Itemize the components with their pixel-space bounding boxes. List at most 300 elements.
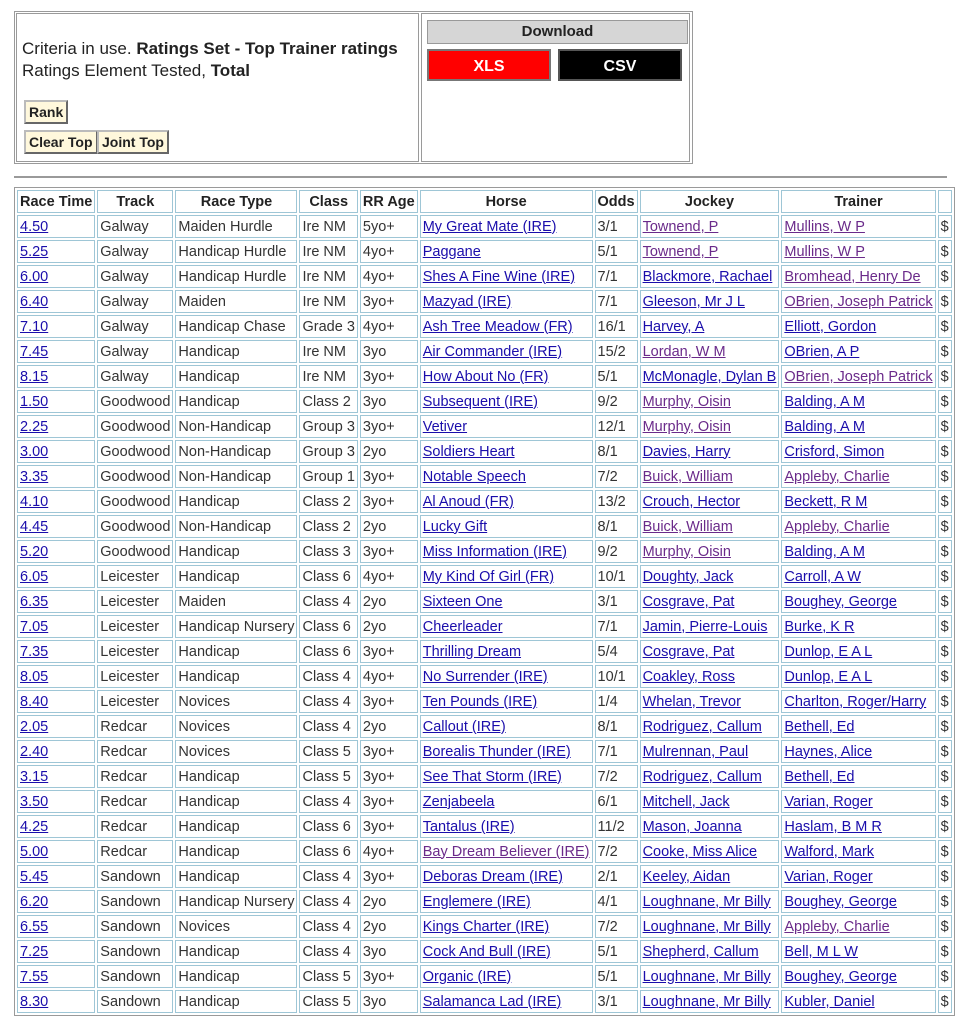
cell-track: Goodwood: [97, 440, 173, 463]
cell-jockey: [640, 440, 780, 463]
cell-jockey: [640, 940, 780, 963]
cell-horse: [420, 940, 593, 963]
horse-link[interactable]: Organic (IRE): [422, 968, 512, 985]
jockey-link[interactable]: Mulrennan, Paul: [642, 743, 749, 760]
horse-link[interactable]: My Kind Of Girl (FR): [422, 568, 555, 585]
trainer-link[interactable]: OBrien, A P: [784, 343, 860, 360]
trainer-link[interactable]: Bromhead, Henry De: [784, 268, 921, 285]
cell-race-time: [17, 415, 95, 438]
race-time-link[interactable]: 4.25: [20, 818, 49, 835]
race-time-link[interactable]: 6.55: [20, 918, 49, 935]
cell-horse: [420, 215, 593, 238]
horse-link[interactable]: Zenjabeela: [422, 793, 495, 810]
cell-rr-age: 5yo+: [360, 215, 418, 238]
cell-track: Leicester: [97, 615, 173, 638]
cell-trainer: [781, 615, 935, 638]
cell-track: Leicester: [97, 640, 173, 663]
table-row: [17, 665, 952, 688]
horse-link[interactable]: Al Anoud (FR): [422, 493, 514, 510]
race-time-link[interactable]: 6.00: [20, 268, 49, 285]
download-box: [421, 13, 690, 162]
cell-trainer: [781, 490, 935, 513]
table-row: [17, 615, 952, 638]
cell-rr-age: 3yo+: [360, 765, 418, 788]
race-time-link[interactable]: 3.50: [20, 793, 49, 810]
horse-link[interactable]: Ten Pounds (IRE): [422, 693, 538, 710]
cell-trainer: [781, 465, 935, 488]
jockey-link[interactable]: Coakley, Ross: [642, 668, 735, 685]
cell-odds: 10/1: [595, 665, 638, 688]
column-header-track: Track: [97, 190, 173, 213]
table-row: [17, 240, 952, 263]
trainer-link[interactable]: OBrien, Joseph Patrick: [784, 368, 933, 385]
trainer-link[interactable]: Charlton, Roger/Harry: [784, 693, 927, 710]
trainer-link[interactable]: Haynes, Alice: [784, 743, 873, 760]
race-time-link[interactable]: 8.15: [20, 368, 49, 385]
table-row: [17, 940, 952, 963]
cell-rr-age: 2yo: [360, 590, 418, 613]
race-time-link[interactable]: 1.50: [20, 393, 49, 410]
cell-race-time: [17, 265, 95, 288]
clear-top-button[interactable]: Clear Top: [24, 130, 98, 154]
cell-horse: [420, 615, 593, 638]
table-header-row: [17, 190, 952, 213]
cell-odds: 5/1: [595, 240, 638, 263]
jockey-link[interactable]: Loughnane, Mr Billy: [642, 893, 771, 910]
cell-odds: 7/1: [595, 290, 638, 313]
cell-jockey: [640, 815, 780, 838]
cell-class: Class 4: [299, 940, 357, 963]
cell-extra: $: [938, 465, 952, 488]
cell-race-type: Non-Handicap: [175, 415, 297, 438]
cell-race-type: Handicap: [175, 565, 297, 588]
cell-extra: $: [938, 515, 952, 538]
cell-race-time: [17, 690, 95, 713]
horse-link[interactable]: Vetiver: [422, 418, 468, 435]
table-row: [17, 515, 952, 538]
cell-race-type: Handicap: [175, 815, 297, 838]
cell-track: Goodwood: [97, 415, 173, 438]
horse-link[interactable]: Miss Information (IRE): [422, 543, 567, 560]
cell-track: Leicester: [97, 665, 173, 688]
cell-jockey: [640, 715, 780, 738]
table-row: [17, 690, 952, 713]
cell-extra: $: [938, 415, 952, 438]
cell-track: Sandown: [97, 965, 173, 988]
horse-link[interactable]: See That Storm (IRE): [422, 768, 562, 785]
horse-link[interactable]: Cock And Bull (IRE): [422, 943, 551, 960]
race-time-link[interactable]: 8.05: [20, 668, 49, 685]
trainer-link[interactable]: Appleby, Charlie: [784, 518, 890, 535]
jockey-link[interactable]: Buick, William: [642, 518, 733, 535]
cell-horse: [420, 415, 593, 438]
trainer-link[interactable]: Kubler, Daniel: [784, 993, 875, 1010]
cell-race-time: [17, 490, 95, 513]
cell-extra: $: [938, 315, 952, 338]
cell-rr-age: 3yo: [360, 390, 418, 413]
race-time-link[interactable]: 4.10: [20, 493, 49, 510]
horse-link[interactable]: Shes A Fine Wine (IRE): [422, 268, 576, 285]
jockey-link[interactable]: Shepherd, Callum: [642, 943, 759, 960]
divider: [14, 176, 947, 178]
cell-trainer: [781, 290, 935, 313]
cell-class: Class 3: [299, 540, 357, 563]
jockey-link[interactable]: Keeley, Aidan: [642, 868, 731, 885]
cell-race-type: Novices: [175, 740, 297, 763]
trainer-link[interactable]: Appleby, Charlie: [784, 468, 890, 485]
cell-horse: [420, 390, 593, 413]
joint-top-button[interactable]: Joint Top: [97, 130, 169, 154]
cell-race-time: [17, 565, 95, 588]
cell-rr-age: 4yo+: [360, 265, 418, 288]
jockey-link[interactable]: Buick, William: [642, 468, 733, 485]
cell-track: Galway: [97, 290, 173, 313]
race-time-link[interactable]: 5.45: [20, 868, 49, 885]
trainer-link[interactable]: Balding, A M: [784, 393, 865, 410]
jockey-link[interactable]: Harvey, A: [642, 318, 705, 335]
criteria-label: Criteria in use.: [22, 39, 137, 58]
jockey-link[interactable]: Cosgrave, Pat: [642, 643, 735, 660]
cell-class: Class 2: [299, 490, 357, 513]
cell-trainer: [781, 665, 935, 688]
cell-class: Class 4: [299, 690, 357, 713]
cell-odds: 9/2: [595, 540, 638, 563]
cell-jockey: [640, 890, 780, 913]
cell-jockey: [640, 365, 780, 388]
trainer-link[interactable]: Balding, A M: [784, 543, 865, 560]
jockey-link[interactable]: Murphy, Oisin: [642, 543, 731, 560]
cell-class: Class 6: [299, 840, 357, 863]
cell-race-time: [17, 615, 95, 638]
trainer-link[interactable]: Crisford, Simon: [784, 443, 885, 460]
horse-link[interactable]: Cheerleader: [422, 618, 503, 635]
cell-rr-age: 3yo+: [360, 490, 418, 513]
cell-race-time: [17, 465, 95, 488]
cell-odds: 9/2: [595, 390, 638, 413]
cell-rr-age: 3yo+: [360, 365, 418, 388]
trainer-link[interactable]: Mullins, W P: [784, 218, 865, 235]
cell-race-type: Maiden: [175, 290, 297, 313]
cell-horse: [420, 640, 593, 663]
table-row: [17, 215, 952, 238]
cell-race-time: [17, 765, 95, 788]
horse-link[interactable]: Deboras Dream (IRE): [422, 868, 563, 885]
cell-odds: 7/1: [595, 615, 638, 638]
cell-odds: 8/1: [595, 715, 638, 738]
rank-button[interactable]: Rank: [24, 100, 68, 124]
cell-race-type: Handicap: [175, 390, 297, 413]
cell-track: Goodwood: [97, 390, 173, 413]
trainer-link[interactable]: OBrien, Joseph Patrick: [784, 293, 933, 310]
cell-race-time: [17, 315, 95, 338]
horse-link[interactable]: Callout (IRE): [422, 718, 506, 735]
cell-jockey: [640, 565, 780, 588]
table-row: [17, 465, 952, 488]
trainer-link[interactable]: Varian, Roger: [784, 793, 873, 810]
cell-track: Goodwood: [97, 515, 173, 538]
cell-class: Class 5: [299, 990, 357, 1013]
race-time-link[interactable]: 7.55: [20, 968, 49, 985]
race-time-link[interactable]: 5.20: [20, 543, 49, 560]
cell-extra: $: [938, 640, 952, 663]
cell-race-type: Handicap Nursery: [175, 890, 297, 913]
cell-race-type: Handicap: [175, 840, 297, 863]
cell-rr-age: 2yo: [360, 715, 418, 738]
jockey-link[interactable]: Blackmore, Rachael: [642, 268, 773, 285]
race-time-link[interactable]: 2.05: [20, 718, 49, 735]
jockey-link[interactable]: Gleeson, Mr J L: [642, 293, 745, 310]
cell-extra: $: [938, 890, 952, 913]
race-time-link[interactable]: 6.35: [20, 593, 49, 610]
jockey-link[interactable]: Cooke, Miss Alice: [642, 843, 758, 860]
trainer-link[interactable]: Beckett, R M: [784, 493, 868, 510]
cell-horse: [420, 690, 593, 713]
race-time-link[interactable]: 7.45: [20, 343, 49, 360]
cell-odds: 16/1: [595, 315, 638, 338]
table-row: [17, 290, 952, 313]
csv-download-button[interactable]: CSV: [558, 49, 682, 81]
cell-class: Class 4: [299, 665, 357, 688]
horse-link[interactable]: Englemere (IRE): [422, 893, 531, 910]
cell-race-type: Non-Handicap: [175, 465, 297, 488]
table-row: [17, 640, 952, 663]
cell-trainer: [781, 740, 935, 763]
trainer-link[interactable]: Balding, A M: [784, 418, 865, 435]
trainer-link[interactable]: Bethell, Ed: [784, 768, 855, 785]
column-header-race-time: Race Time: [17, 190, 95, 213]
jockey-link[interactable]: Rodriguez, Callum: [642, 718, 762, 735]
cell-odds: 3/1: [595, 590, 638, 613]
horse-link[interactable]: Paggane: [422, 243, 481, 260]
xls-download-button[interactable]: XLS: [427, 49, 551, 81]
cell-rr-age: 4yo+: [360, 840, 418, 863]
cell-extra: $: [938, 915, 952, 938]
cell-horse: [420, 565, 593, 588]
trainer-link[interactable]: Dunlop, E A L: [784, 668, 873, 685]
cell-rr-age: 3yo+: [360, 540, 418, 563]
table-row: [17, 490, 952, 513]
cell-race-type: Handicap Hurdle: [175, 265, 297, 288]
cell-race-time: [17, 815, 95, 838]
jockey-link[interactable]: Cosgrave, Pat: [642, 593, 735, 610]
race-time-link[interactable]: 6.20: [20, 893, 49, 910]
cell-jockey: [640, 490, 780, 513]
trainer-link[interactable]: Varian, Roger: [784, 868, 873, 885]
trainer-link[interactable]: Mullins, W P: [784, 243, 865, 260]
horse-link[interactable]: Lucky Gift: [422, 518, 488, 535]
race-time-link[interactable]: 3.00: [20, 443, 49, 460]
jockey-link[interactable]: Loughnane, Mr Billy: [642, 993, 771, 1010]
race-time-link[interactable]: 2.25: [20, 418, 49, 435]
table-row: [17, 965, 952, 988]
cell-trainer: [781, 965, 935, 988]
jockey-link[interactable]: Loughnane, Mr Billy: [642, 968, 771, 985]
criteria-box: [16, 13, 419, 162]
cell-rr-age: 3yo+: [360, 865, 418, 888]
cell-race-time: [17, 740, 95, 763]
cell-rr-age: 3yo+: [360, 465, 418, 488]
cell-class: Group 3: [299, 415, 357, 438]
trainer-link[interactable]: Bell, M L W: [784, 943, 858, 960]
horse-link[interactable]: Notable Speech: [422, 468, 526, 485]
cell-rr-age: 4yo+: [360, 315, 418, 338]
cell-horse: [420, 915, 593, 938]
horse-link[interactable]: Mazyad (IRE): [422, 293, 512, 310]
jockey-link[interactable]: Townend, P: [642, 218, 719, 235]
cell-track: Redcar: [97, 815, 173, 838]
jockey-link[interactable]: Murphy, Oisin: [642, 393, 731, 410]
cell-trainer: [781, 915, 935, 938]
horse-link[interactable]: Subsequent (IRE): [422, 393, 538, 410]
table-row: [17, 815, 952, 838]
cell-track: Redcar: [97, 765, 173, 788]
cell-odds: 13/2: [595, 490, 638, 513]
race-time-link[interactable]: 5.00: [20, 843, 49, 860]
race-time-link[interactable]: 5.25: [20, 243, 49, 260]
cell-extra: $: [938, 340, 952, 363]
cell-trainer: [781, 790, 935, 813]
table-row: [17, 265, 952, 288]
cell-race-type: Handicap: [175, 940, 297, 963]
table-row: [17, 740, 952, 763]
jockey-link[interactable]: Mason, Joanna: [642, 818, 742, 835]
cell-odds: 15/2: [595, 340, 638, 363]
race-time-link[interactable]: 7.35: [20, 643, 49, 660]
cell-odds: 7/2: [595, 840, 638, 863]
jockey-link[interactable]: Townend, P: [642, 243, 719, 260]
cell-trainer: [781, 215, 935, 238]
jockey-link[interactable]: Rodriguez, Callum: [642, 768, 762, 785]
horse-link[interactable]: Soldiers Heart: [422, 443, 515, 460]
jockey-link[interactable]: Jamin, Pierre-Louis: [642, 618, 768, 635]
race-time-link[interactable]: 6.40: [20, 293, 49, 310]
race-time-link[interactable]: 7.05: [20, 618, 49, 635]
horse-link[interactable]: Borealis Thunder (IRE): [422, 743, 571, 760]
trainer-link[interactable]: Dunlop, E A L: [784, 643, 873, 660]
cell-race-time: [17, 540, 95, 563]
cell-jockey: [640, 840, 780, 863]
cell-race-type: Maiden Hurdle: [175, 215, 297, 238]
column-header-jockey: Jockey: [640, 190, 780, 213]
cell-race-time: [17, 915, 95, 938]
cell-race-type: Handicap: [175, 665, 297, 688]
cell-horse: [420, 315, 593, 338]
jockey-link[interactable]: Davies, Harry: [642, 443, 731, 460]
cell-class: Class 4: [299, 865, 357, 888]
jockey-link[interactable]: Lordan, W M: [642, 343, 726, 360]
cell-odds: 2/1: [595, 865, 638, 888]
trainer-link[interactable]: Appleby, Charlie: [784, 918, 890, 935]
table-row: [17, 890, 952, 913]
race-time-link[interactable]: 7.10: [20, 318, 49, 335]
column-header-rr-age: RR Age: [360, 190, 418, 213]
table-row: [17, 415, 952, 438]
trainer-link[interactable]: Bethell, Ed: [784, 718, 855, 735]
cell-horse: [420, 265, 593, 288]
trainer-link[interactable]: Boughey, George: [784, 593, 897, 610]
cell-track: Goodwood: [97, 490, 173, 513]
cell-track: Galway: [97, 340, 173, 363]
race-time-link[interactable]: 8.40: [20, 693, 49, 710]
race-time-link[interactable]: 8.30: [20, 993, 49, 1010]
cell-trainer: [781, 315, 935, 338]
trainer-link[interactable]: Carroll, A W: [784, 568, 861, 585]
cell-trainer: [781, 765, 935, 788]
horse-link[interactable]: Thrilling Dream: [422, 643, 522, 660]
cell-extra: $: [938, 390, 952, 413]
trainer-link[interactable]: Boughey, George: [784, 893, 897, 910]
cell-jockey: [640, 665, 780, 688]
cell-track: Sandown: [97, 915, 173, 938]
cell-odds: 7/1: [595, 740, 638, 763]
cell-horse: [420, 765, 593, 788]
cell-trainer: [781, 515, 935, 538]
cell-trainer: [781, 940, 935, 963]
trainer-link[interactable]: Burke, K R: [784, 618, 855, 635]
race-time-link[interactable]: 2.40: [20, 743, 49, 760]
trainer-link[interactable]: Walford, Mark: [784, 843, 875, 860]
cell-extra: $: [938, 990, 952, 1013]
jockey-link[interactable]: Murphy, Oisin: [642, 418, 731, 435]
table-row: [17, 365, 952, 388]
cell-extra: $: [938, 590, 952, 613]
horse-link[interactable]: Kings Charter (IRE): [422, 918, 550, 935]
trainer-link[interactable]: Elliott, Gordon: [784, 318, 877, 335]
cell-class: Class 4: [299, 790, 357, 813]
cell-race-type: Non-Handicap: [175, 440, 297, 463]
cell-race-type: Non-Handicap: [175, 515, 297, 538]
horse-link[interactable]: Sixteen One: [422, 593, 503, 610]
trainer-link[interactable]: Boughey, George: [784, 968, 897, 985]
horse-link[interactable]: Bay Dream Believer (IRE): [422, 843, 590, 860]
race-time-link[interactable]: 7.25: [20, 943, 49, 960]
horse-link[interactable]: My Great Mate (IRE): [422, 218, 557, 235]
cell-class: Class 6: [299, 640, 357, 663]
race-time-link[interactable]: 6.05: [20, 568, 49, 585]
jockey-link[interactable]: McMonagle, Dylan B: [642, 368, 777, 385]
cell-horse: [420, 240, 593, 263]
criteria-panel: [14, 11, 693, 164]
cell-track: Leicester: [97, 565, 173, 588]
horse-link[interactable]: Air Commander (IRE): [422, 343, 563, 360]
horse-link[interactable]: Salamanca Lad (IRE): [422, 993, 562, 1010]
jockey-link[interactable]: Crouch, Hector: [642, 493, 741, 510]
cell-rr-age: 3yo: [360, 940, 418, 963]
horse-link[interactable]: Ash Tree Meadow (FR): [422, 318, 573, 335]
cell-horse: [420, 815, 593, 838]
race-time-link[interactable]: 3.15: [20, 768, 49, 785]
jockey-link[interactable]: Doughty, Jack: [642, 568, 734, 585]
cell-extra: $: [938, 365, 952, 388]
cell-race-time: [17, 340, 95, 363]
horse-link[interactable]: No Surrender (IRE): [422, 668, 548, 685]
race-time-link[interactable]: 4.50: [20, 218, 49, 235]
jockey-link[interactable]: Loughnane, Mr Billy: [642, 918, 771, 935]
cell-trainer: [781, 715, 935, 738]
horse-link[interactable]: How About No (FR): [422, 368, 549, 385]
cell-trainer: [781, 240, 935, 263]
horse-link[interactable]: Tantalus (IRE): [422, 818, 515, 835]
race-time-link[interactable]: 4.45: [20, 518, 49, 535]
jockey-link[interactable]: Mitchell, Jack: [642, 793, 730, 810]
cell-extra: $: [938, 815, 952, 838]
cell-race-type: Handicap: [175, 490, 297, 513]
trainer-link[interactable]: Haslam, B M R: [784, 818, 882, 835]
cell-extra: $: [938, 840, 952, 863]
cell-trainer: [781, 365, 935, 388]
race-time-link[interactable]: 3.35: [20, 468, 49, 485]
jockey-link[interactable]: Whelan, Trevor: [642, 693, 741, 710]
